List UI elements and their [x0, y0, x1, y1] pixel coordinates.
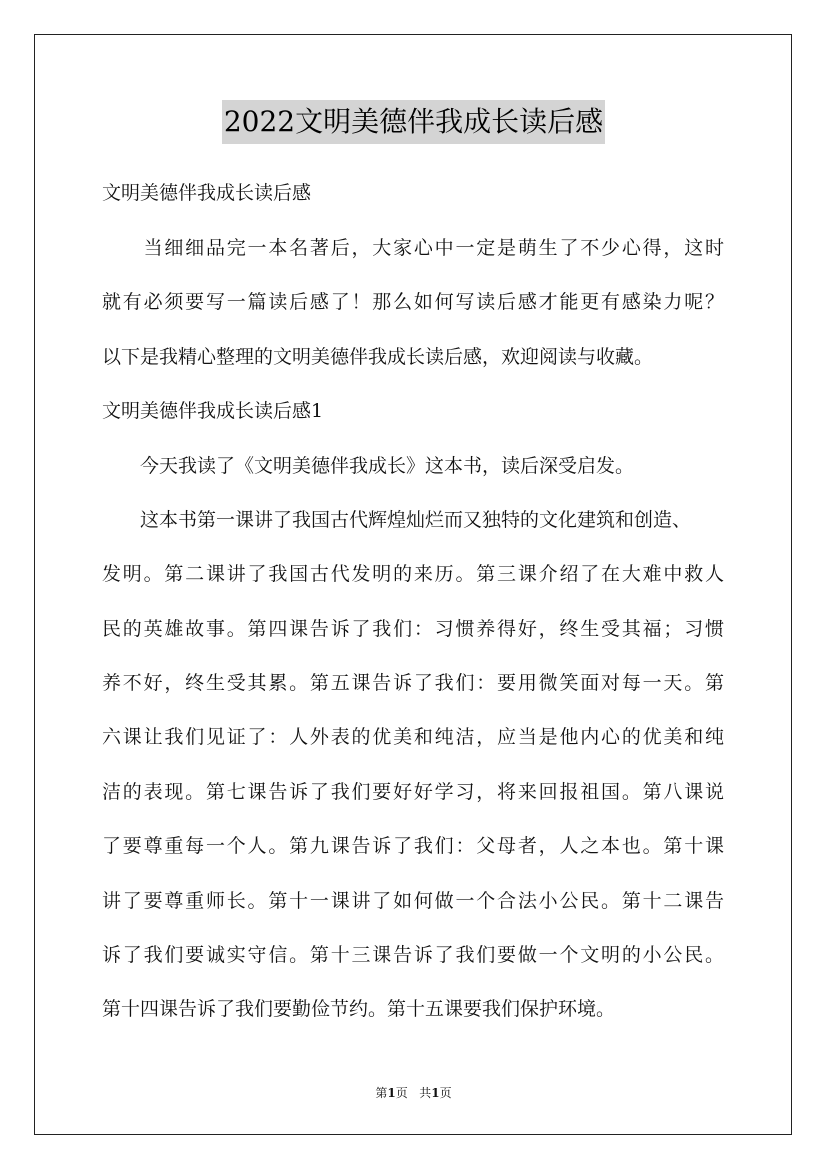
total-pages: 1 — [431, 1086, 440, 1100]
paragraph-line: 今天我读了《文明美德伴我成长》这本书，读后深受启发。 — [102, 455, 635, 477]
paragraph-line: 六课让我们见证了：人外表的优美和纯洁，应当是他内心的优美和纯 — [102, 726, 724, 748]
paragraph-line: 养不好，终生受其累。第五课告诉了我们：要用微笑面对每一天。第 — [102, 672, 724, 694]
paragraph-line: 发明。第二课讲了我国古代发明的来历。第三课介绍了在大难中救人 — [102, 563, 724, 585]
page-suffix: 页 — [395, 1086, 408, 1100]
section-heading: 文明美德伴我成长读后感1 — [102, 400, 324, 422]
paragraph-line: 诉了我们要诚实守信。第十三课告诉了我们要做一个文明的小公民。 — [102, 944, 724, 966]
page-footer — [0, 1085, 827, 1101]
document-title: 2022文明美德伴我成长读后感 — [222, 100, 605, 144]
paragraph-line: 了要尊重每一个人。第九课告诉了我们：父母者，人之本也。第十课 — [102, 835, 724, 857]
section-heading: 文明美德伴我成长读后感 — [102, 182, 312, 204]
paragraph-line: 当细细品完一本名著后，大家心中一定是萌生了不少心得，这时 — [102, 237, 724, 259]
total-suffix: 页 — [439, 1086, 452, 1100]
paragraph-line: 就有必须要写一篇读后感了！那么如何写读后感才能更有感染力呢？ — [102, 291, 724, 313]
paragraph-line: 讲了要尊重师长。第十一课讲了如何做一个合法小公民。第十二课告 — [102, 890, 724, 912]
paragraph-line: 以下是我精心整理的文明美德伴我成长读后感，欢迎阅读与收藏。 — [102, 346, 654, 368]
paragraph-line: 民的英雄故事。第四课告诉了我们：习惯养得好，终生受其福；习惯 — [102, 618, 724, 640]
title-container — [0, 100, 827, 144]
paragraph-line: 洁的表现。第七课告诉了我们要好好学习，将来回报祖国。第八课说 — [102, 781, 724, 803]
page-prefix: 第 — [375, 1086, 388, 1100]
page-number: 1 — [387, 1086, 396, 1100]
paragraph-line: 这本书第一课讲了我国古代辉煌灿烂而又独特的文化建筑和创造、 — [102, 509, 692, 531]
paragraph-line: 第十四课告诉了我们要勤俭节约。第十五课要我们保护环境。 — [102, 998, 616, 1020]
total-prefix: 共 — [419, 1086, 432, 1100]
